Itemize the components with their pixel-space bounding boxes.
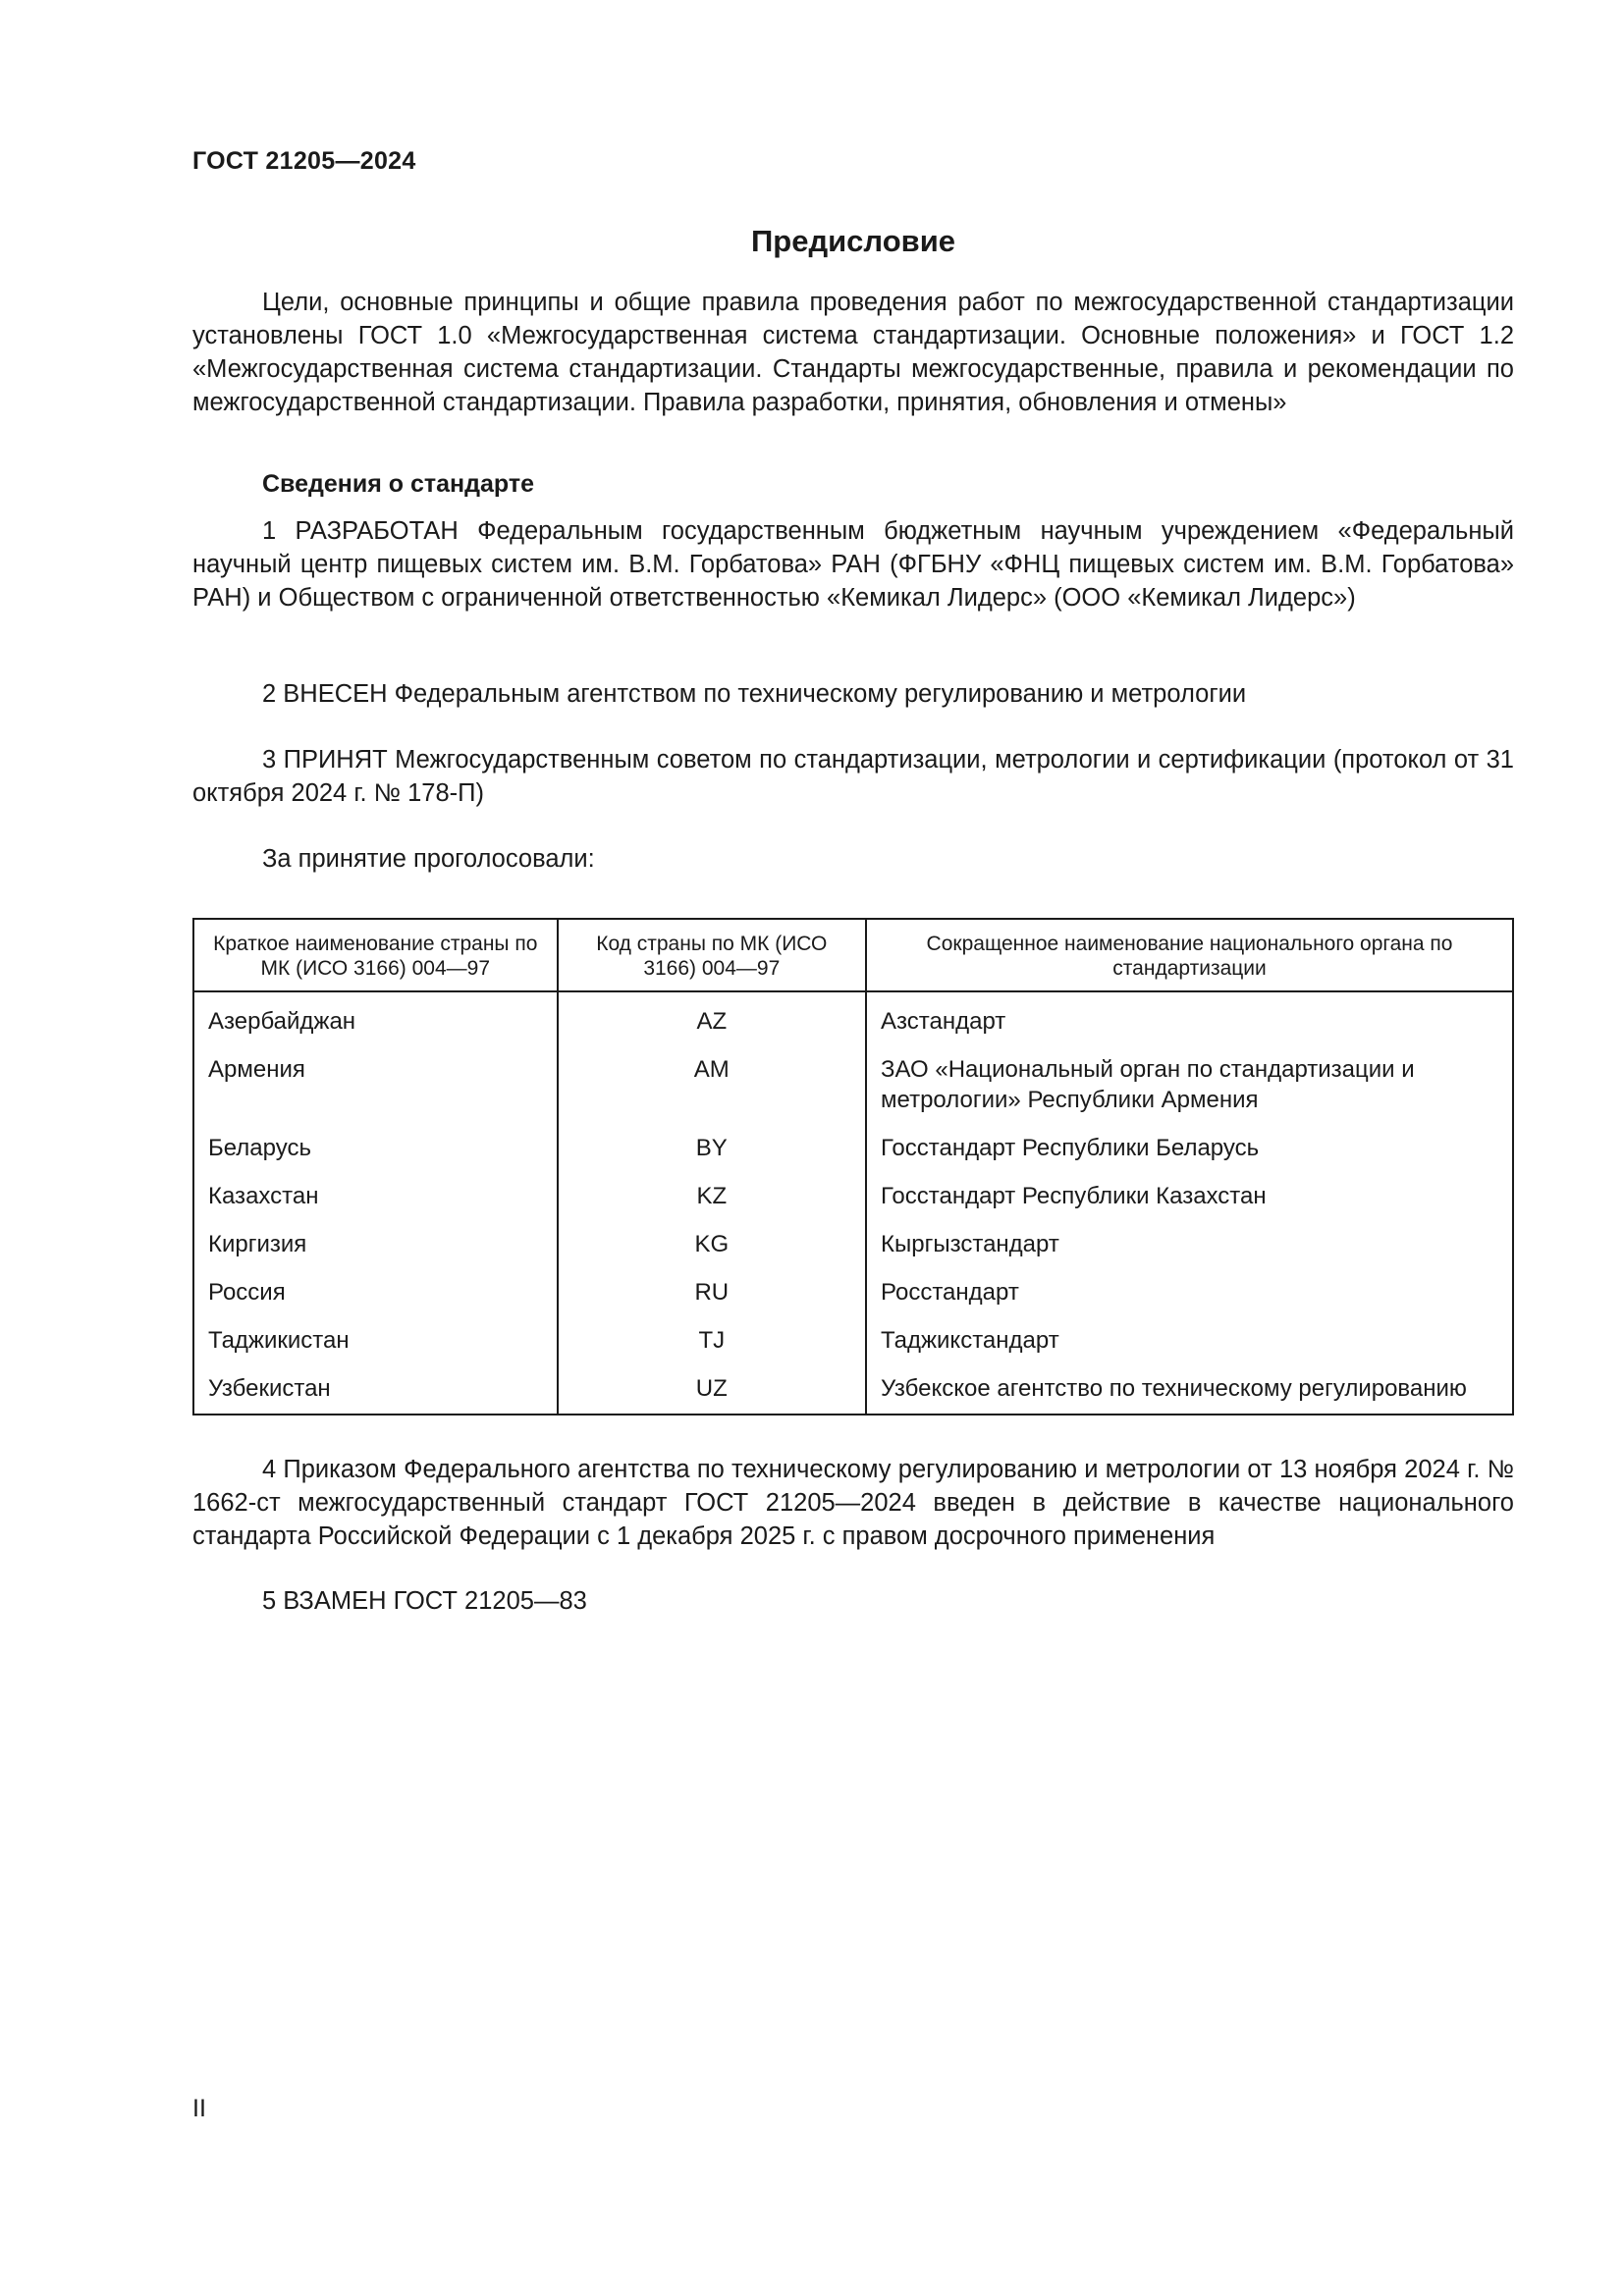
code-cell: KG xyxy=(558,1211,866,1259)
country-cell: Казахстан xyxy=(208,1183,319,1209)
standard-code: ГОСТ 21205—2024 xyxy=(192,147,416,175)
voted-label: За принятие проголосовали: xyxy=(262,845,595,873)
body-cell: Узбекское агентство по техническому регулированию xyxy=(866,1356,1513,1415)
item-developed: 1 РАЗРАБОТАН Федеральным государственным бюджетным научным учреждением «Федеральный научный центр пищевых систем им. В.М. Горбатова» РАН (ФГБНУ «ФНЦ пищевых систем им. В.М. Горбатова» РАН) и Обществом с ограниченной ответственностью «Кемикал Лидерс» (ООО «Кемикал Лидерс») xyxy=(192,517,1514,612)
code-cell: RU xyxy=(558,1259,866,1308)
page-number: II xyxy=(192,2095,206,2122)
table-row xyxy=(193,1163,1513,1211)
table-row xyxy=(193,991,1513,1037)
table-row xyxy=(193,1211,1513,1259)
table-row xyxy=(193,1308,1513,1356)
body-cell: Госстандарт Республики Беларусь xyxy=(866,1115,1513,1163)
body-cell: ЗАО «Национальный орган по стандартизации и метрологии» Республики Армения xyxy=(866,1037,1513,1115)
info-heading: Сведения о стандарте xyxy=(262,470,535,498)
body-cell: Таджикстандарт xyxy=(866,1308,1513,1356)
country-cell: Киргизия xyxy=(208,1231,307,1257)
code-cell: KZ xyxy=(558,1163,866,1211)
body-cell: Азстандарт xyxy=(866,991,1513,1037)
item-replaces: 5 ВЗАМЕН ГОСТ 21205—83 xyxy=(262,1587,587,1615)
table-row xyxy=(193,1259,1513,1308)
code-cell: TJ xyxy=(558,1308,866,1356)
header-country: Краткое наименование страны по МК (ИСО 3166) 004—97 xyxy=(193,919,558,991)
country-cell: Таджикистан xyxy=(208,1327,350,1354)
body-cell: Госстандарт Республики Казахстан xyxy=(866,1163,1513,1211)
table-row xyxy=(193,1115,1513,1163)
country-cell: Азербайджан xyxy=(208,1008,356,1035)
item-introduced: 2 ВНЕСЕН Федеральным агентством по техническому регулированию и метрологии xyxy=(262,680,1247,708)
code-cell: AZ xyxy=(558,991,866,1037)
country-cell: Беларусь xyxy=(208,1135,311,1161)
country-cell: Россия xyxy=(208,1279,286,1306)
table-row xyxy=(193,1356,1513,1415)
intro-paragraph: Цели, основные принципы и общие правила проведения работ по межгосударственной стандартизации установлены ГОСТ 1.0 «Межгосударственная система стандартизации. Основные положения» и ГОСТ 1.2 «Межгосударственная система стандартизации. Стандарты межгосударственные, правила и рекомендации по межгосударственной стандартизации. Правила разработки, принятия, обновления и отмены» xyxy=(192,289,1514,416)
body-cell: Кыргызстандарт xyxy=(866,1211,1513,1259)
country-cell: Узбекистан xyxy=(208,1375,331,1402)
header-code: Код страны по МК (ИСО 3166) 004—97 xyxy=(558,919,866,991)
page-title: Предисловие xyxy=(750,224,955,258)
table-row xyxy=(193,1037,1513,1115)
table-header-row xyxy=(193,919,1513,991)
item-adopted: 3 ПРИНЯТ Межгосударственным советом по стандартизации, метрологии и сертификации (протокол от 31 октября 2024 г. № 178-П) xyxy=(192,746,1514,807)
code-cell: UZ xyxy=(558,1356,866,1415)
country-cell: Армения xyxy=(208,1056,305,1083)
code-cell: AM xyxy=(558,1037,866,1115)
item-enacted: 4 Приказом Федерального агентства по техническому регулированию и метрологии от 13 ноября 2024 г. № 1662-ст межгосударственный стандарт ГОСТ 21205—2024 введен в действие в качестве национального стандарта Российской Федерации с 1 декабря 2025 г. с правом досрочного применения xyxy=(192,1456,1514,1550)
body-cell: Росстандарт xyxy=(866,1259,1513,1308)
voting-table xyxy=(192,918,1514,1415)
header-body: Сокращенное наименование национального органа по стандартизации xyxy=(866,919,1513,991)
code-cell: BY xyxy=(558,1115,866,1163)
